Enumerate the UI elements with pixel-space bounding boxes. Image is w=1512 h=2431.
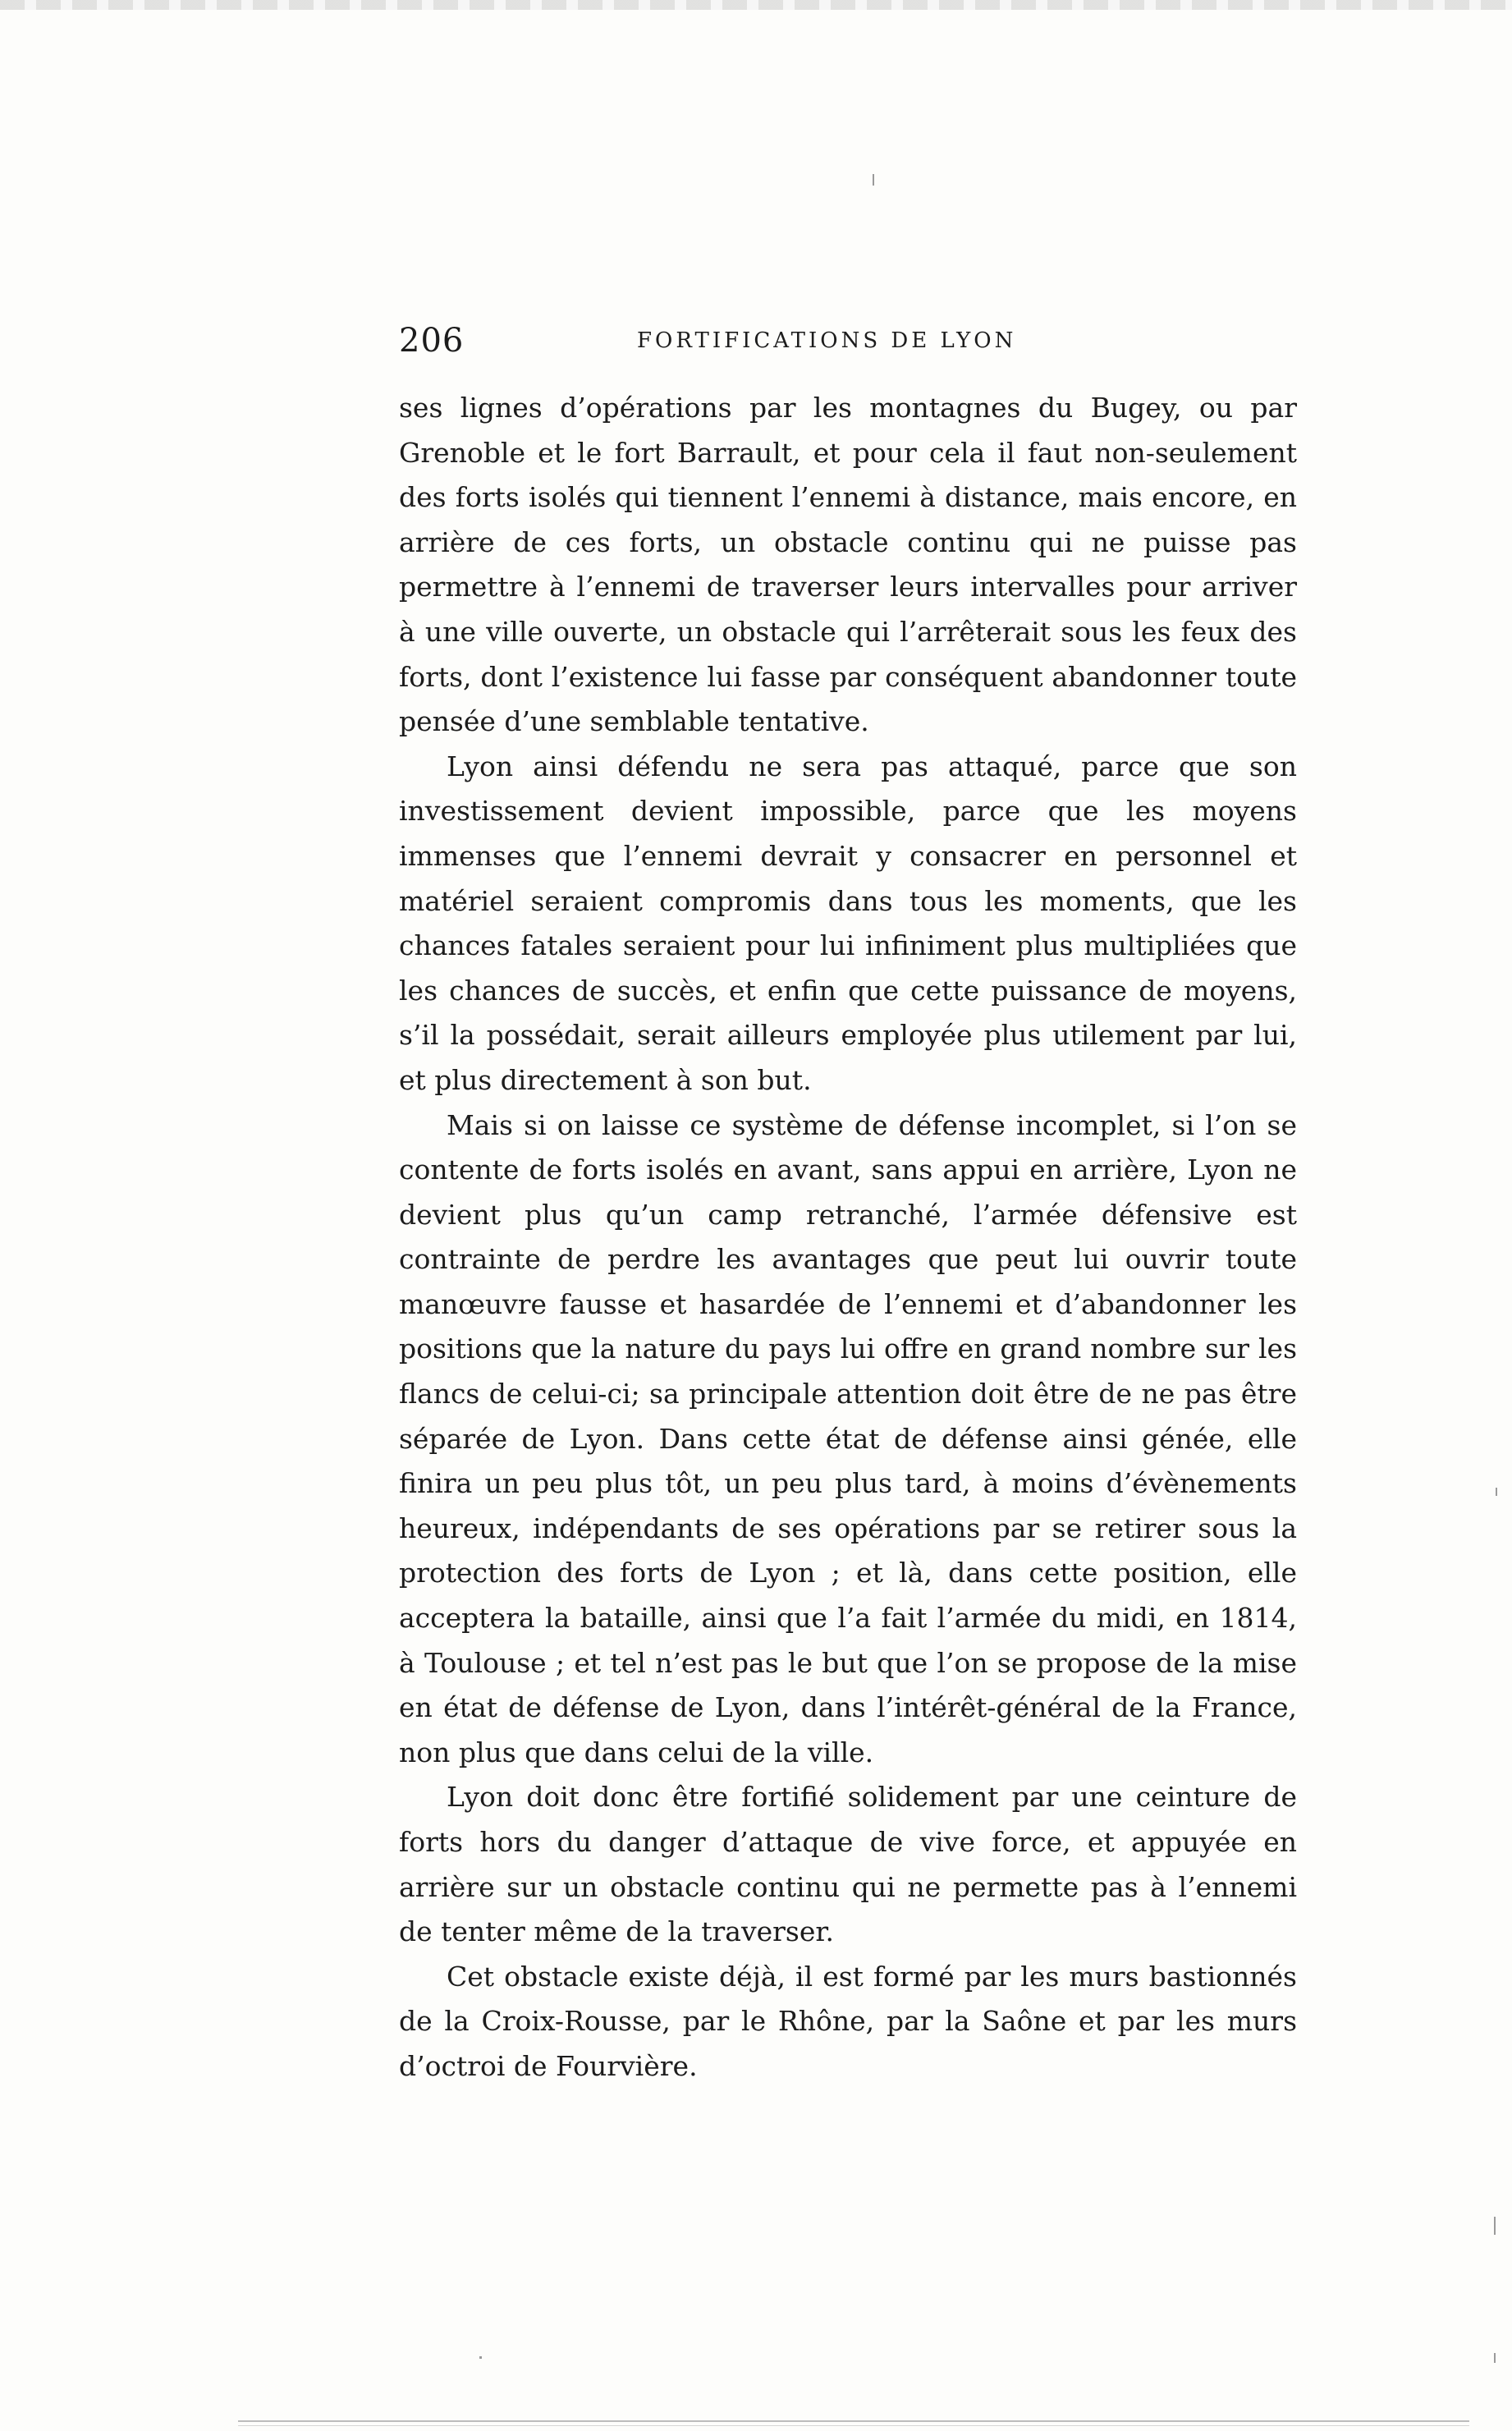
paragraph: ses lignes d’opérations par les montagnes du Bugey, ou par Grenoble et le fort Barrault, et pour cela il faut non-seulement des forts isolés qui tiennent l’ennemi à distance, mais encore, en arrière de ces forts, un obstacle continu qui ne puisse pas permettre à l’ennemi de traverser leurs intervalles pour arriver à une ville ouverte, un obstacle qui l’arrêterait sous les feux des forts, dont l’existence lui fasse par conséquent abandonner toute pensée d’une semblable tentative.: [399, 392, 1297, 738]
running-title: FORTIFICATIONS DE LYON: [637, 328, 1017, 353]
scan-speck: [1496, 1488, 1497, 1496]
page-number: 206: [399, 322, 465, 360]
scan-speck: [479, 2356, 482, 2359]
running-head: [399, 320, 1297, 369]
paragraph: Cet obstacle existe déjà, il est formé par les murs bastionnés de la Croix-Rousse, par le Rhône, par la Saône et par les murs d’octroi de Fourvière.: [399, 1960, 1297, 2082]
book-page: [399, 320, 1297, 2089]
scan-top-edge: [0, 0, 1512, 10]
scan-speck: [873, 174, 874, 186]
paragraph: Lyon ainsi défendu ne sera pas attaqué, parce que son investissement devient impossible, parce que les moyens immenses que l’ennemi devrait y consacrer en personnel et matériel seraient compromis dans tous les moments, que les chances fatales seraient pour lui infiniment plus multipliées que les chances de succès, et enfin que cette puissance de moyens, s’il la possédait, serait ailleurs employée plus utilement par lui, et plus directement à son but.: [399, 750, 1297, 1096]
body-text: [399, 386, 1297, 2089]
scan-bottom-edge: [238, 2420, 1469, 2426]
paragraph: Mais si on laisse ce système de défense incomplet, si l’on se contente de forts isolés en avant, sans appui en arrière, Lyon ne devient plus qu’un camp retranché, l’armée défensive est contrainte de perdre les avantages que peut lui ouvrir toute manœuvre fausse et hasardée de l’ennemi et d’abandonner les positions que la nature du pays lui offre en grand nombre sur les flancs de celui-ci; sa principale attention doit être de ne pas être séparée de Lyon. Dans cette état de défense ainsi génée, elle finira un peu plus tôt, un peu plus tard, à moins d’évènements heureux, indépendants de ses opérations par se retirer sous la protection des forts de Lyon ; et là, dans cette position, elle acceptera la bataille, ainsi que l’a fait l’armée du midi, en 1814, à Toulouse ; et tel n’est pas le but que l’on se propose de la mise en état de défense de Lyon, dans l’intérêt-général de la France, non plus que dans celui de la ville.: [399, 1108, 1297, 1768]
scan-speck: [1494, 2353, 1496, 2363]
scan-speck: [1494, 2217, 1496, 2235]
paragraph: Lyon doit donc être fortifié solidement par une ceinture de forts hors du danger d’attaque de vive force, et appuyée en arrière sur un obstacle continu qui ne permette pas à l’ennemi de tenter même de la traverser.: [399, 1781, 1297, 1948]
